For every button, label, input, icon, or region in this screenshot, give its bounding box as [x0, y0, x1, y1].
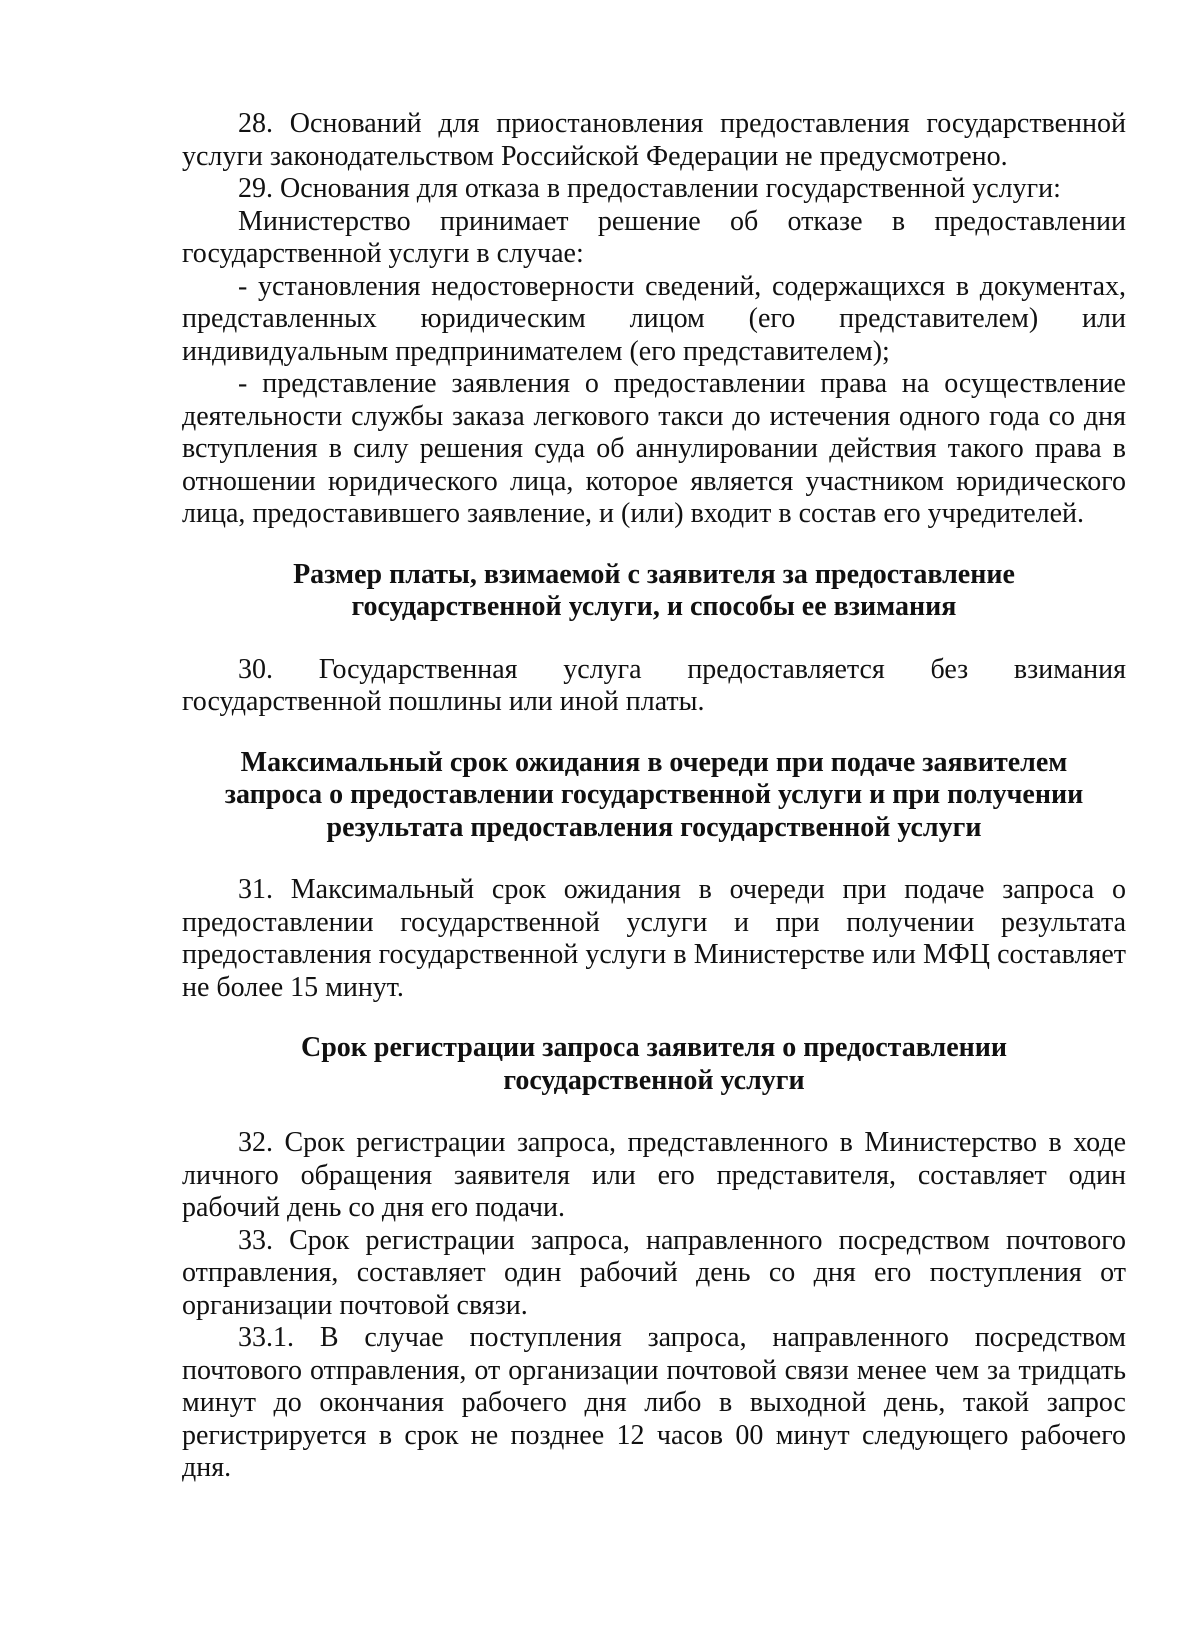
paragraph-29-intro: Министерство принимает решение об отказе в предоставлении государственной услуги в случае: — [182, 205, 1126, 269]
heading-queue-line-1: Максимальный срок ожидания в очереди при подаче заявителем — [240, 746, 1068, 778]
document-body — [182, 108, 1126, 1485]
paragraph-29-item-2: - представление заявления о предоставлении права на осуществление деятельности службы заказа легкового такси до истечения одного года со дня вступления в силу решения суда об аннулировании действия такого права в отношении юридического лица, которое является участником юридического лица, предоставившего заявление, и (или) входит в состав его учредителей. — [182, 368, 1126, 529]
spacer — [182, 719, 1126, 747]
spacer — [182, 1097, 1126, 1127]
heading-queue — [182, 747, 1126, 845]
spacer — [182, 844, 1126, 874]
spacer — [182, 1004, 1126, 1032]
heading-registration — [182, 1032, 1126, 1097]
paragraph-32: 32. Срок регистрации запроса, представленного в Министерство в ходе личного обращения заявителя или его представителя, составляет один рабочий день со дня его подачи. — [182, 1127, 1126, 1223]
paragraph-29: 29. Основания для отказа в предоставлении государственной услуги: — [238, 173, 1061, 204]
spacer — [182, 531, 1126, 559]
heading-fee-line-2: государственной услуги, и способы ее взимания — [351, 591, 957, 622]
paragraph-28: 28. Оснований для приостановления предоставления государственной услуги законодательством Российской Федерации не предусмотрено. — [182, 108, 1126, 172]
heading-registration-line-1: Срок регистрации запроса заявителя о предоставлении — [300, 1032, 1008, 1063]
heading-queue-line-2: запроса о предоставлении государственной услуги и при получении — [224, 779, 1084, 810]
heading-fee-line-1: Размер платы, взимаемой с заявителя за предоставление — [293, 558, 1015, 590]
paragraph-30: 30. Государственная услуга предоставляется без взимания государственной пошлины или иной платы. — [182, 653, 1126, 717]
paragraph-33-1: 33.1. В случае поступления запроса, направленного посредством почтового отправления, от организации почтовой связи менее чем за тридцать минут до окончания рабочего дня либо в выходной день, такой запрос регистрируется в срок не позднее 12 часов 00 минут следующего рабочего дня. — [182, 1322, 1126, 1483]
paragraph-29-item-1: - установления недостоверности сведений, содержащихся в документах, представленных юридическим лицом (его представителем) или индивидуальным предпринимателем (его представителем); — [182, 270, 1126, 367]
paragraph-31: 31. Максимальный срок ожидания в очереди при подаче запроса о предоставлении государственной услуги и при получении результата предоставления государственной услуги в Министерстве или МФЦ составляет не более 15 минут. — [182, 874, 1126, 1003]
heading-queue-line-3: результата предоставления государственной услуги — [326, 811, 982, 843]
heading-registration-line-2: государственной услуги — [503, 1064, 805, 1096]
paragraph-33: 33. Срок регистрации запроса, направленного посредством почтового отправления, составляет один рабочий день со дня его поступления от организации почтовой связи. — [182, 1224, 1126, 1321]
heading-fee — [182, 559, 1126, 624]
spacer — [182, 624, 1126, 654]
